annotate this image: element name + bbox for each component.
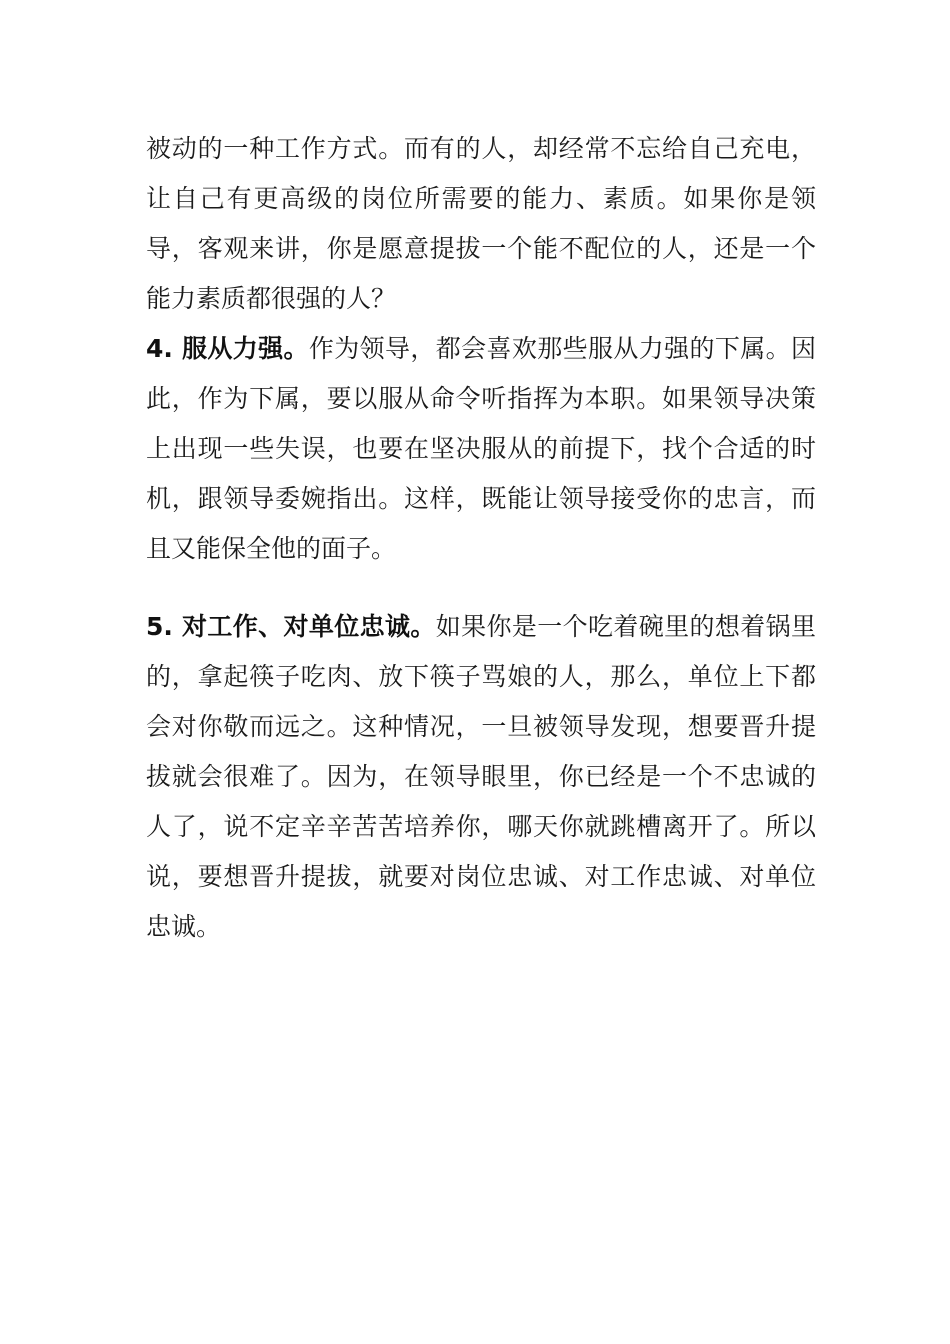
paragraph-heading: 5. 对工作、对单位忠诚。: [146, 612, 436, 641]
paragraph-text: 作为领导，都会喜欢那些服从力强的下属。因此，作为下属，要以服从命令听指挥为本职。如果领导决策上出现一些失误，也要在坚决服从的前提下，找个合适的时机，跟领导委婉指出。这样，既能让领导接受你的忠言，而且又能保全他的面子。: [146, 334, 816, 563]
paragraph-heading: 4. 服从力强。: [146, 334, 309, 363]
paragraph-text: 如果你是一个吃着碗里的想着锅里的，拿起筷子吃肉、放下筷子骂娘的人，那么，单位上下都会对你敬而远之。这种情况，一旦被领导发现，想要晋升提拔就会很难了。因为，在领导眼里，你已经是一个不忠诚的人了，说不定辛辛苦苦培养你，哪天你就跳槽离开了。所以说，要想晋升提拔，就要对岗位忠诚、对工作忠诚、对单位忠诚。: [146, 612, 816, 941]
paragraph-point-4: [146, 324, 816, 574]
document-page: [146, 124, 816, 952]
paragraph-continuation: [146, 124, 816, 324]
paragraph-point-5: [146, 602, 816, 952]
paragraph-spacer: [146, 574, 816, 602]
paragraph-text: 被动的一种工作方式。而有的人，却经常不忘给自己充电，让自己有更高级的岗位所需要的能力、素质。如果你是领导，客观来讲，你是愿意提拔一个能不配位的人，还是一个能力素质都很强的人？: [146, 134, 816, 313]
